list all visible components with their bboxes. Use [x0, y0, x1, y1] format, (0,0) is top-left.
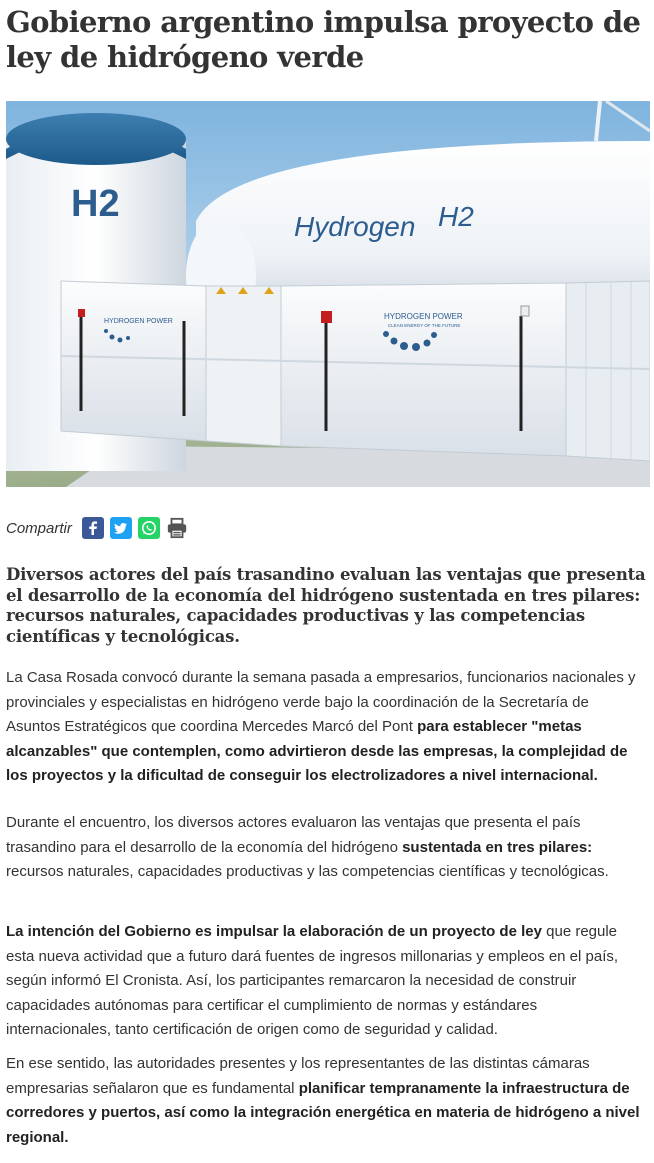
- paragraph-2: [6, 811, 646, 885]
- share-bar: [6, 513, 188, 543]
- facebook-icon[interactable]: [82, 517, 104, 539]
- paragraph-4-text: En ese sentido, las autoridades presentes y los representantes de las distintas cámaras empresarias señalaron que es fundamental: [6, 1055, 590, 1097]
- paragraph-2-bold: sustentada en tres pilares:: [402, 838, 593, 856]
- hydrogen-facility-illustration: [6, 101, 650, 487]
- paragraph-3-text: que regule esta nueva actividad que a futuro dará fuentes de ingresos millonarias y empleos en el país, según informó El Cronista. Así, los participantes remarcaron la necesidad de construir capacidades autónomas para certificar el cumplimiento de normas y estándares internacionales, tanto certificación de origen como de seguridad y calidad.: [6, 923, 619, 1038]
- trailer-hydrogen-label: Hydrogen: [294, 211, 416, 242]
- whatsapp-icon[interactable]: [138, 517, 160, 539]
- paragraph-3-bold: La intención del Gobierno es impulsar la elaboración de un proyecto de ley: [6, 923, 542, 940]
- paragraph-4-bold: planificar tempranamente la infraestructura de corredores y puertos, así como la integración energética en materia de hidrógeno a nivel regional.: [6, 1079, 640, 1146]
- panel-label-right: HYDROGEN POWER: [384, 312, 463, 321]
- paragraph-2-text: Durante el encuentro, los diversos actores evaluaron las ventajas que presenta el país trasandino para el desarrollo de la economía del hidrógeno: [6, 814, 581, 856]
- hero-image: [6, 101, 650, 487]
- trailer-h2-label: H2: [438, 201, 474, 232]
- paragraph-1-text: La Casa Rosada convocó durante la semana pasada a empresarios, funcionarios nacionales y provinciales y especialistas en hidrógeno verde bajo la coordinación de la Secretaría de Asuntos Estratégicos que coordina Mercedes Marcó del Pont: [6, 669, 636, 735]
- panel-sublabel: CLEAN ENERGY OF THE FUTURE: [388, 323, 461, 328]
- article-lead: Diversos actores del país trasandino evaluan las ventajas que presenta el desarrollo de la economía del hidrógeno sustentada en tres pilares: recursos naturales, capacidades productivas y las competencias científicas y tecnológicas.: [6, 565, 646, 646]
- tank-h2-label: H2: [71, 183, 120, 225]
- panel-label-left: HYDROGEN POWER: [104, 318, 173, 325]
- paragraph-1: [6, 666, 646, 789]
- paragraph-3: [6, 920, 646, 1043]
- twitter-icon[interactable]: [110, 517, 132, 539]
- print-icon[interactable]: [166, 517, 188, 539]
- share-label: Compartir: [6, 519, 72, 537]
- paragraph-4: [6, 1052, 646, 1150]
- article-title: Gobierno argentino impulsa proyecto de ley de hidrógeno verde: [6, 5, 641, 74]
- paragraph-2-text-end: recursos naturales, capacidades productivas y las competencias científicas y tecnológicas.: [6, 863, 609, 880]
- paragraph-1-bold: para establecer "metas alcanzables" que contemplen, como advirtieron desde las empresas, la complejidad de los proyectos y la dificultad de conseguir los electrolizadores a nivel internacional.: [6, 718, 628, 784]
